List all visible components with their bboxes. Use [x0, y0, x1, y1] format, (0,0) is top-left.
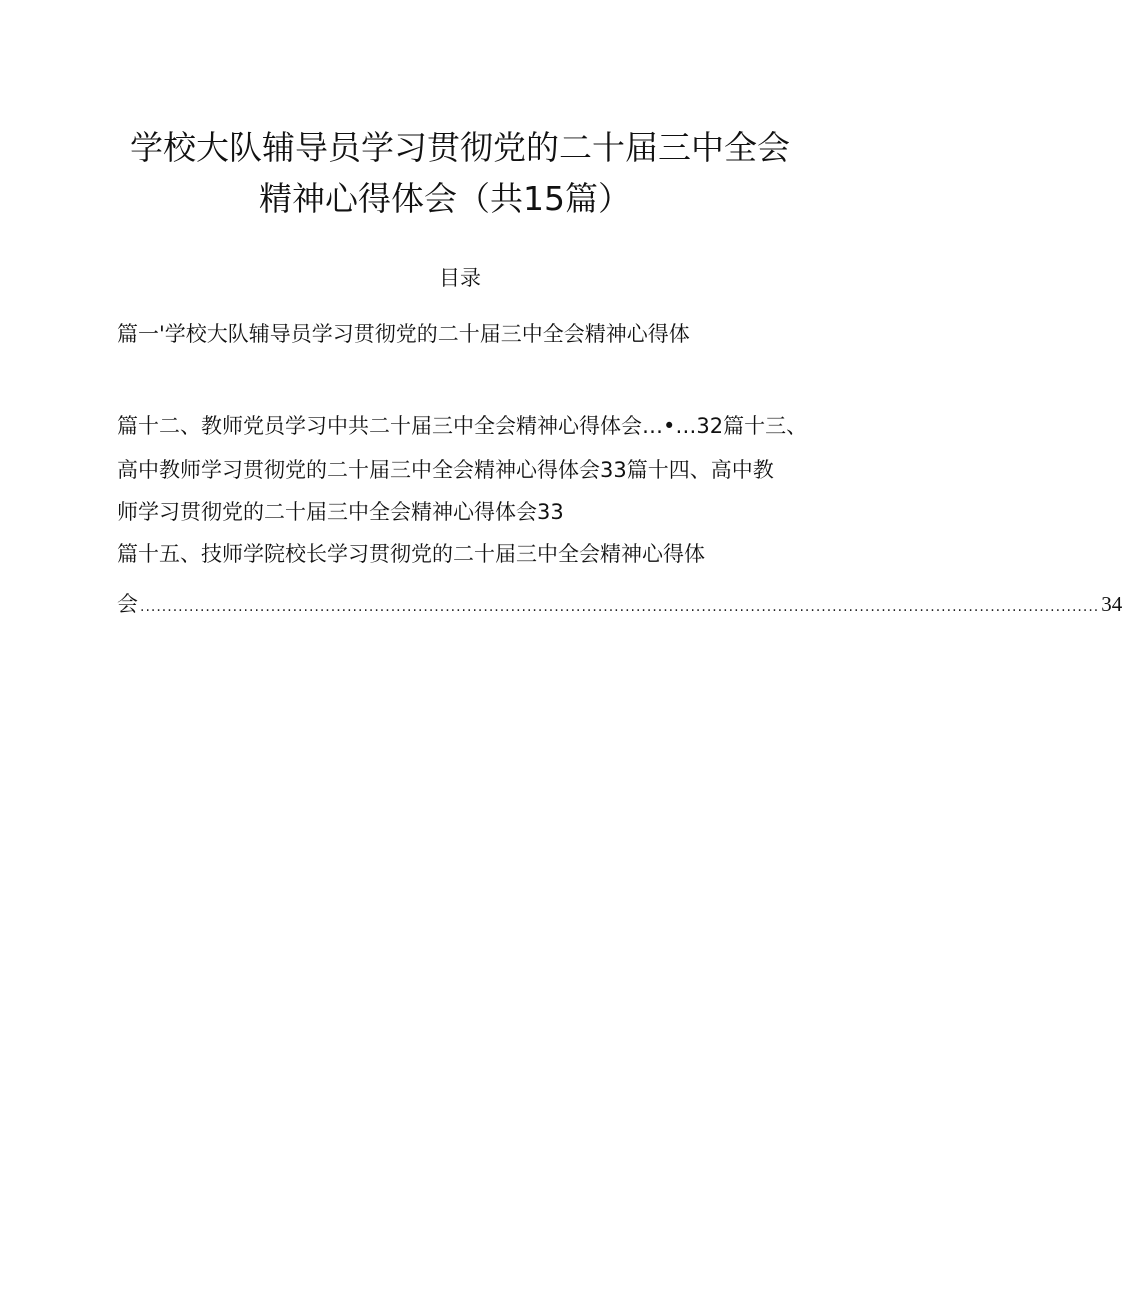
toc-page-number: 34: [1101, 592, 1122, 616]
document-title-line-1: 学校大队辅导员学习贯彻党的二十届三中全会: [130, 128, 790, 167]
toc-entry-last[interactable]: [117, 588, 1122, 618]
toc-entry-line[interactable]: 篇十五、技师学院校长学习贯彻党的二十届三中全会精神心得体: [117, 542, 705, 566]
toc-heading: 目录: [439, 266, 481, 290]
toc-entry-line[interactable]: 篇一'学校大队辅导员学习贯彻党的二十届三中全会精神心得体: [117, 322, 690, 346]
toc-entry-line[interactable]: 篇十二、教师党员学习中共二十届三中全会精神心得体会…•…32篇十三、: [117, 414, 808, 438]
toc-entry-text: 会: [117, 592, 138, 616]
toc-dot-leader: ................................................................................................................................................................................: [140, 599, 1100, 615]
toc-entry-line[interactable]: 师学习贯彻党的二十届三中全会精神心得体会33: [117, 500, 564, 524]
toc-entry-line[interactable]: 高中教师学习贯彻党的二十届三中全会精神心得体会33篇十四、高中教: [117, 458, 774, 482]
document-title-line-2: 精神心得体会（共15篇）: [259, 179, 631, 218]
